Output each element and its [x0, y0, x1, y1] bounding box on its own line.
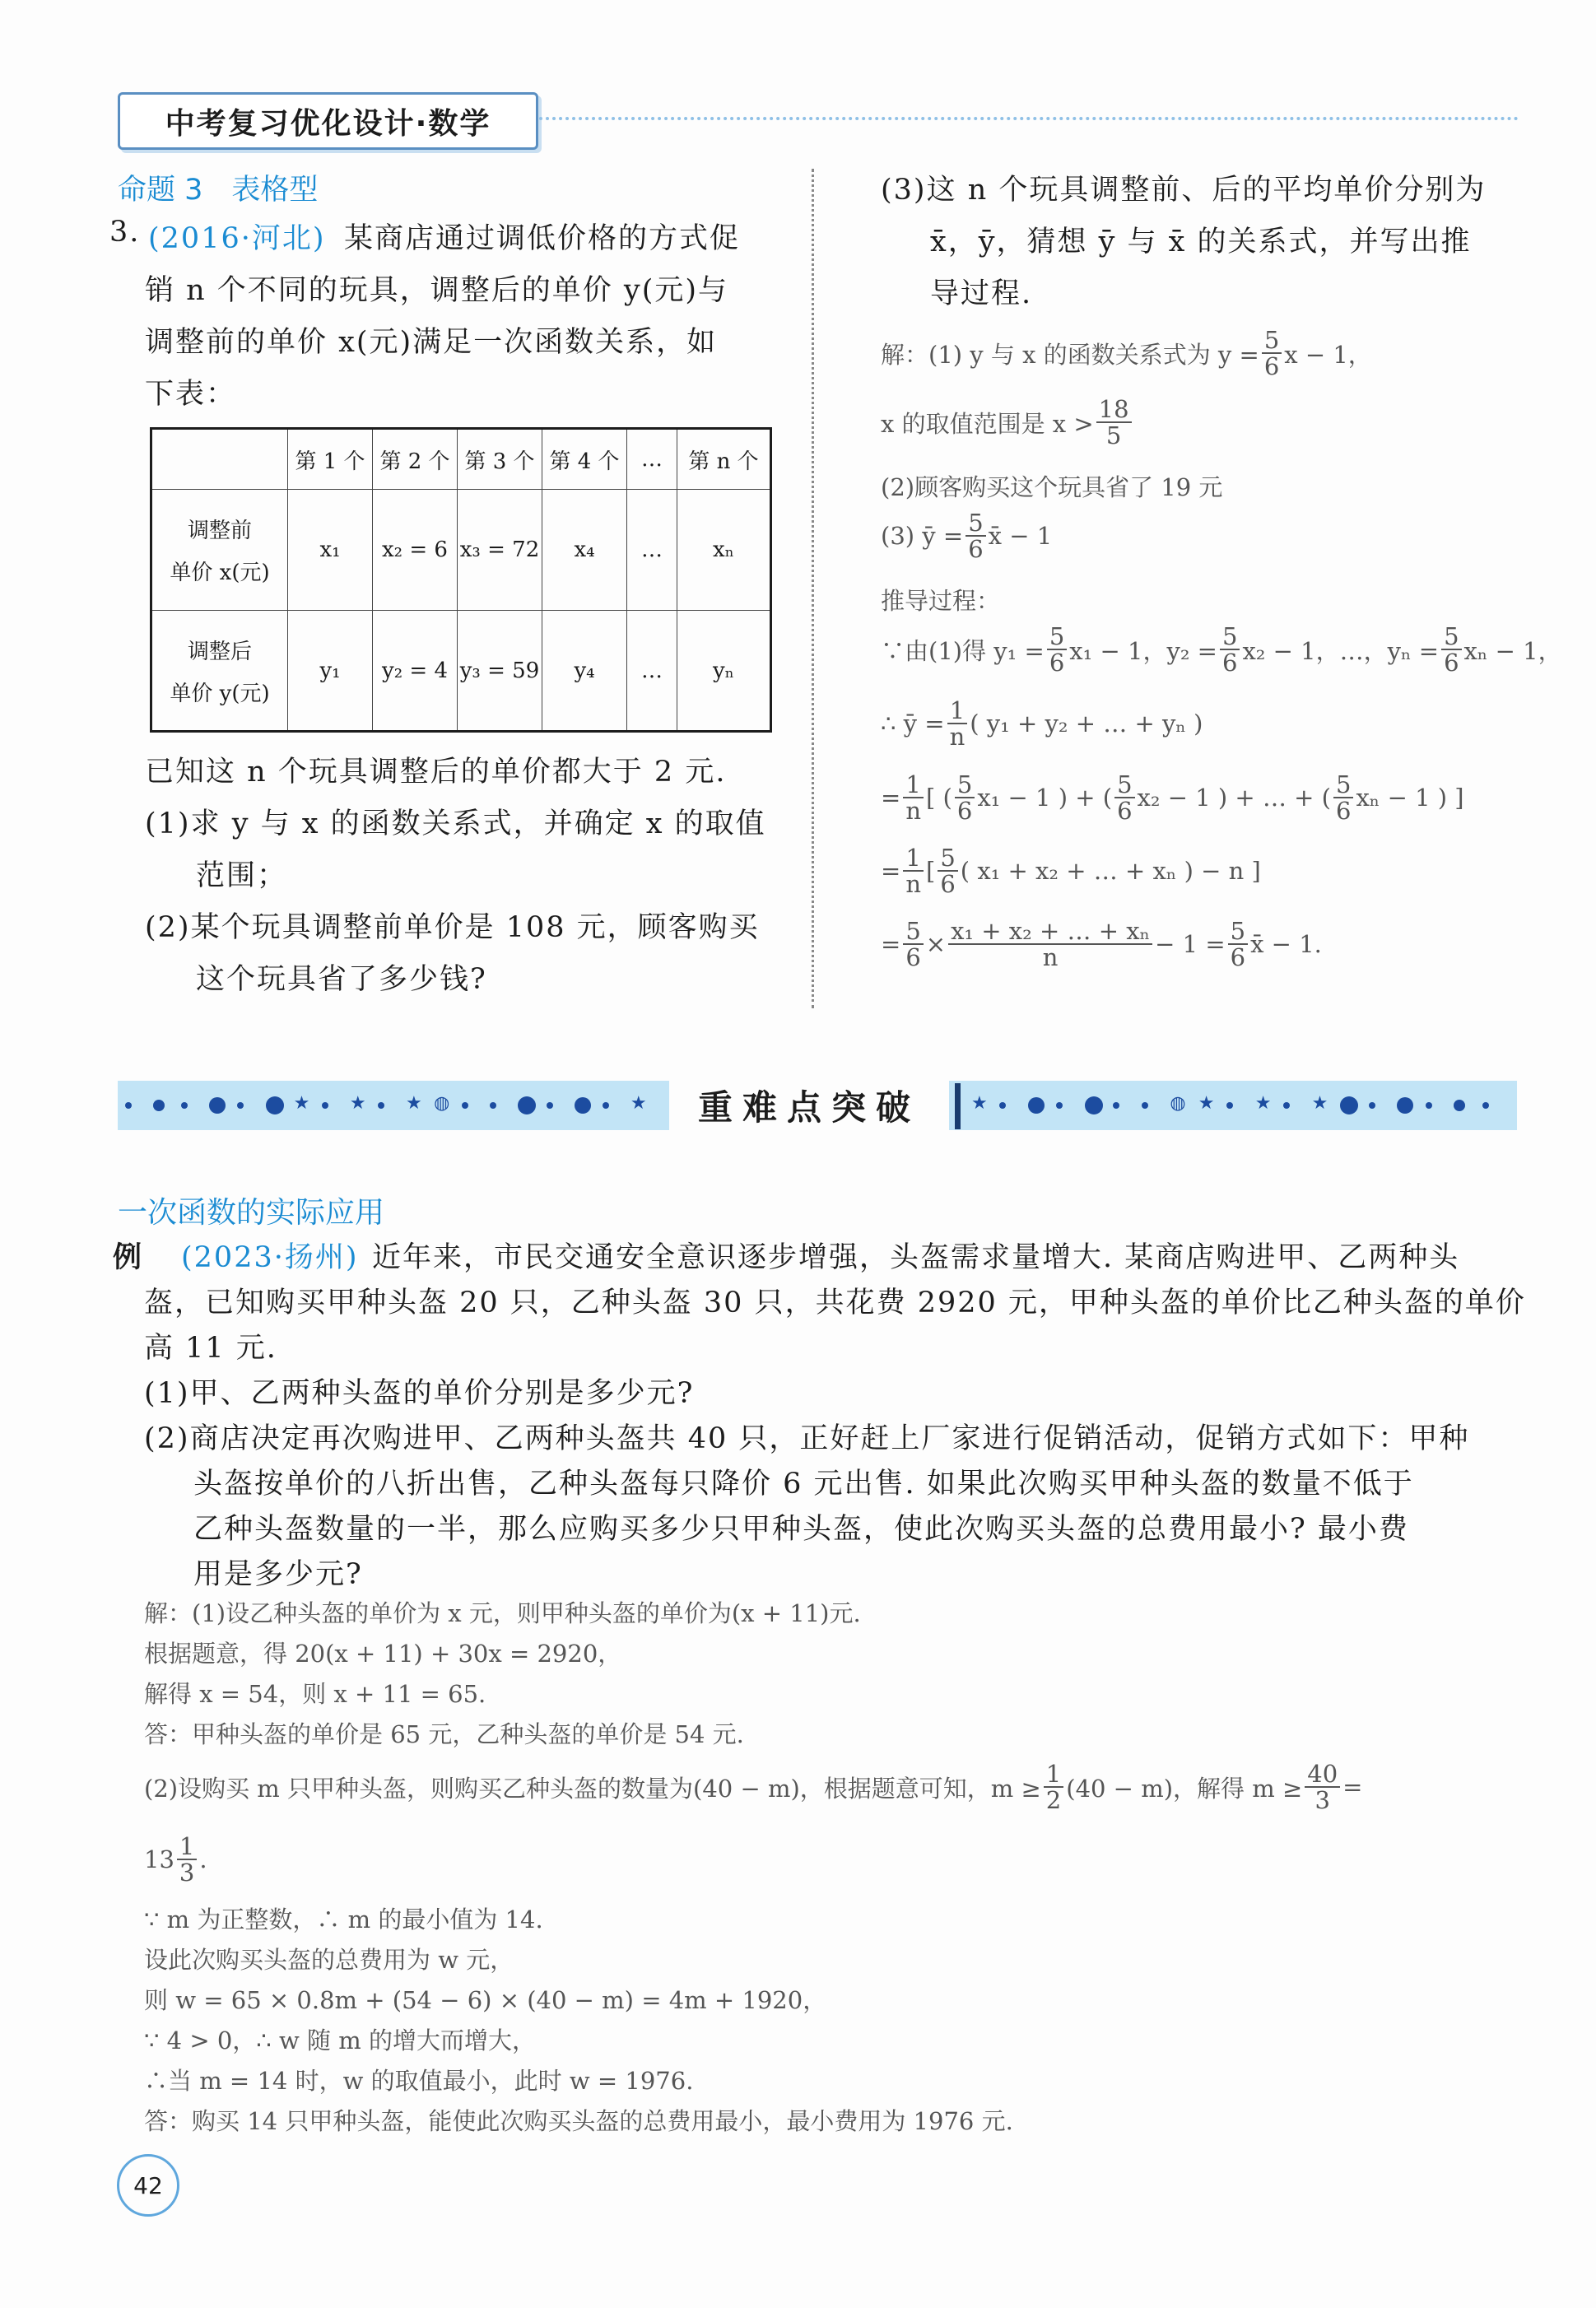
- fraction: [177, 1834, 197, 1886]
- numerator: 5: [1220, 624, 1240, 650]
- solution-line: 根据题意，得 20(x + 11) + 30x = 2920，: [144, 1640, 622, 1668]
- solution-line: [144, 1834, 207, 1886]
- denominator: 5: [1105, 421, 1122, 450]
- example-line: 近年来，市民交通安全意识逐步增强，头盔需求量增大. 某商店购进甲、乙两种头: [372, 1241, 1460, 1274]
- banner-dot: [1397, 1097, 1413, 1114]
- numerator: 5: [955, 772, 975, 798]
- numerator: 5: [1441, 624, 1461, 650]
- solution-line: [144, 1761, 1362, 1813]
- star-icon: ★: [1311, 1093, 1328, 1114]
- table-row-label: [151, 490, 288, 611]
- numerator: 5: [966, 510, 985, 537]
- numerator: 1: [177, 1834, 197, 1860]
- fraction: [966, 510, 985, 562]
- denominator: n: [949, 723, 966, 751]
- table-cell: y₂ = 4: [373, 611, 458, 732]
- solution-line: [881, 397, 1134, 449]
- solution-text: =: [881, 857, 901, 886]
- solution-text: ( y₁ + y₂ + … + yₙ ): [970, 710, 1203, 738]
- banner-bar-right: [955, 1083, 961, 1129]
- table-cell: x₂ = 6: [373, 490, 458, 611]
- page-number: 42: [117, 2154, 179, 2217]
- solution-text: − 1 =: [1155, 930, 1226, 959]
- denominator: n: [1042, 943, 1059, 972]
- solution-text: =: [881, 930, 901, 959]
- example-line: 盔，已知购买甲种头盔 20 只，乙种头盔 30 只，共花费 2920 元，甲种头盔的单价比乙种头盔的单价: [144, 1287, 1526, 1319]
- solution-text: xₙ − 1，: [1463, 636, 1562, 665]
- header-dotted-rule: [539, 117, 1519, 120]
- solution-text: ×: [925, 930, 947, 959]
- problem-condition: 已知这 n 个玩具调整后的单价都大于 2 元.: [145, 756, 727, 789]
- fraction: [903, 919, 923, 970]
- problem-part1: (1)求 y 与 x 的函数关系式，并确定 x 的取值: [145, 807, 766, 840]
- solution-text: ∵由(1)得 y₁ =: [881, 636, 1045, 665]
- solution-line: 答：甲种头盔的单价是 65 元，乙种头盔的单价是 54 元.: [144, 1720, 744, 1748]
- proposition-label: 命题 3 表格型: [118, 174, 319, 207]
- solution-line: 则 w = 65 × 0.8m + (54 − 6) × (40 − m) = 4m + 1920，: [144, 1986, 827, 2014]
- table-header-cell: [151, 429, 288, 490]
- column-divider: [812, 169, 814, 1008]
- problem-line: 某商店通过调低价格的方式促: [344, 222, 741, 255]
- fraction: [1228, 919, 1248, 970]
- star-icon: ★: [630, 1093, 647, 1114]
- solution-text: x − 1，: [1284, 340, 1372, 369]
- fraction: [948, 919, 1152, 970]
- denominator: 6: [940, 870, 956, 899]
- table-header-cell: 第 2 个: [373, 429, 458, 490]
- solution-line: ∵ 4 > 0，∴ w 随 m 的增大而增大，: [144, 2026, 536, 2054]
- solution-text: =: [1342, 1773, 1363, 1802]
- banner-dot: [1340, 1096, 1358, 1114]
- fraction: [1114, 772, 1134, 824]
- example-part2-cont: 头盔按单价的八折出售，乙种头盔每只降价 6 元出售. 如果此次购买甲种头盔的数量不低于: [193, 1468, 1414, 1501]
- banner-dot: [1028, 1097, 1045, 1114]
- solution-line: [881, 698, 1203, 750]
- denominator: 6: [956, 797, 973, 826]
- solution-line: [881, 772, 1464, 824]
- star-icon: ★: [406, 1093, 422, 1114]
- example-part1: (1)甲、乙两种头盔的单价分别是多少元?: [144, 1377, 695, 1410]
- example-line: 高 11 元.: [144, 1332, 277, 1365]
- solution-text: x̄ − 1.: [1250, 930, 1322, 959]
- denominator: 2: [1045, 1786, 1062, 1815]
- row-label-line1: 调整前: [187, 519, 252, 543]
- section-title: 一次函数的实际应用: [118, 1196, 385, 1230]
- numerator: 40: [1305, 1761, 1340, 1788]
- banner-dot: [153, 1100, 165, 1111]
- problem-part3-cont: 导过程.: [930, 277, 1033, 310]
- solution-text: (40 − m)，解得 m ≥: [1066, 1774, 1303, 1803]
- fraction: [1305, 1761, 1340, 1813]
- solution-line: [881, 328, 1372, 379]
- banner-dot: [1454, 1100, 1465, 1111]
- denominator: 6: [1230, 943, 1246, 972]
- problem-part3-cont: x̄，ȳ，猜想 ȳ 与 x̄ 的关系式，并写出推: [930, 226, 1472, 258]
- fraction: [938, 845, 957, 897]
- banner-dot: [378, 1102, 384, 1109]
- table-header-cell: 第 n 个: [677, 429, 771, 490]
- denominator: 6: [1221, 649, 1238, 677]
- table-cell: x₃ = 72: [458, 490, 542, 611]
- globe-icon: ◍: [1170, 1093, 1186, 1114]
- numerator: 5: [1262, 328, 1282, 354]
- denominator: n: [905, 870, 921, 899]
- banner-dot: [603, 1102, 609, 1109]
- problem-line: 调整前的单价 x(元)满足一次函数关系，如: [145, 326, 718, 359]
- fraction: [1047, 624, 1067, 676]
- fraction: [1044, 1761, 1063, 1813]
- denominator: 3: [1314, 1786, 1330, 1815]
- solution-text: x̄ − 1: [988, 522, 1053, 551]
- solution-text: =: [881, 784, 901, 812]
- star-icon: ★: [1198, 1093, 1215, 1114]
- banner-dot: [1142, 1102, 1148, 1109]
- problem-line: 销 n 个不同的玩具，调整后的单价 y(元)与: [145, 274, 729, 307]
- table-header-cell: …: [627, 429, 677, 490]
- solution-line: 设此次购买头盔的总费用为 w 元，: [144, 1946, 514, 1974]
- solution-text: xₙ − 1 ) ]: [1356, 784, 1464, 812]
- numerator: 5: [938, 845, 957, 872]
- denominator: 6: [1049, 649, 1065, 677]
- solution-line: 解得 x = 54，则 x + 11 = 65.: [144, 1680, 486, 1708]
- solution-line: 解：(1)设乙种头盔的单价为 x 元，则甲种头盔的单价为(x + 11)元.: [144, 1599, 861, 1627]
- table-cell: x₄: [542, 490, 627, 611]
- denominator: 6: [968, 535, 984, 564]
- solution-line: [881, 624, 1562, 676]
- solution-line: 推导过程：: [881, 587, 1001, 615]
- example-part2: (2)商店决定再次购进甲、乙两种头盔共 40 只，正好赶上厂家进行促销活动，促销方式如下：甲种: [144, 1422, 1470, 1455]
- solution-line: (2)顾客购买这个玩具省了 19 元: [881, 473, 1223, 501]
- numerator: 18: [1096, 397, 1132, 423]
- fraction: [903, 772, 924, 824]
- table-cell: …: [627, 490, 677, 611]
- numerator: x₁ + x₂ + … + xₙ: [948, 919, 1152, 945]
- problem-line: 下表：: [145, 378, 237, 411]
- star-icon: ★: [971, 1093, 988, 1114]
- fraction: [903, 845, 924, 897]
- problem-part2: (2)某个玩具调整前单价是 108 元，顾客购买: [145, 911, 760, 944]
- solution-line: [881, 919, 1322, 970]
- numerator: 1: [1044, 1761, 1063, 1788]
- banner-dot: [1085, 1096, 1103, 1114]
- problem-number: 3.: [109, 216, 141, 249]
- solution-text: x₂ − 1，…，yₙ =: [1242, 636, 1440, 665]
- table-cell: x₁: [288, 490, 373, 611]
- solution-text: 13: [144, 1845, 174, 1874]
- numerator: 5: [1114, 772, 1134, 798]
- denominator: 6: [1117, 797, 1133, 826]
- banner-title: 重难点突破: [669, 1074, 949, 1137]
- fraction: [1333, 772, 1353, 824]
- fraction: [1096, 397, 1132, 449]
- fraction: [1262, 328, 1282, 379]
- table-cell: y₃ = 59: [458, 611, 542, 732]
- row-label-line2: 单价 x(元): [170, 561, 270, 585]
- solution-text: [: [926, 857, 936, 886]
- numerator: 5: [903, 919, 923, 945]
- denominator: 3: [179, 1859, 195, 1887]
- table-row: [151, 611, 771, 732]
- table-cell: xₙ: [677, 490, 771, 611]
- denominator: 6: [905, 943, 921, 972]
- example-label: 例: [113, 1240, 144, 1274]
- fraction: [955, 772, 975, 824]
- numerator: 5: [1333, 772, 1353, 798]
- price-table: [150, 427, 772, 733]
- row-label-line1: 调整后: [187, 639, 252, 664]
- problem-source: (2016·河北): [148, 222, 326, 255]
- table-cell: yₙ: [677, 611, 771, 732]
- denominator: 6: [1444, 649, 1459, 677]
- table-header-cell: 第 3 个: [458, 429, 542, 490]
- solution-text: x₁ − 1 ) + (: [977, 784, 1113, 812]
- banner-dot: [1482, 1102, 1489, 1109]
- banner-dot: [125, 1102, 132, 1109]
- denominator: n: [905, 797, 921, 826]
- numerator: 1: [947, 698, 967, 724]
- denominator: 6: [1336, 797, 1352, 826]
- example-part2-cont: 乙种头盔数量的一半，那么应购买多少只甲种头盔，使此次购买头盔的总费用最小? 最小费: [193, 1513, 1409, 1546]
- banner-dot: [547, 1102, 553, 1109]
- banner-dot: [1426, 1102, 1432, 1109]
- solution-line: ∵ m 为正整数，∴ m 的最小值为 14.: [144, 1905, 543, 1933]
- banner-dot: [575, 1097, 591, 1114]
- problem-part1-cont: 范围；: [196, 859, 288, 892]
- globe-icon: ◍: [434, 1093, 450, 1114]
- numerator: 5: [1228, 919, 1248, 945]
- table-header-cell: 第 4 个: [542, 429, 627, 490]
- numerator: 5: [1047, 624, 1067, 650]
- solution-line: [881, 845, 1261, 897]
- solution-line: [881, 510, 1052, 562]
- banner-dot: [322, 1102, 328, 1109]
- table-row: [151, 490, 771, 611]
- example-source: (2023·扬州): [181, 1241, 359, 1274]
- table-row-label: [151, 611, 288, 732]
- table-cell: y₄: [542, 611, 627, 732]
- solution-text: x₂ − 1 ) + … + (: [1137, 784, 1331, 812]
- example-part2-cont: 用是多少元?: [193, 1558, 363, 1591]
- banner-dot: [266, 1096, 284, 1114]
- star-icon: ★: [293, 1093, 310, 1114]
- solution-text: [ (: [926, 784, 952, 812]
- table-header-cell: 第 1 个: [288, 429, 373, 490]
- solution-text: 解：(1) y 与 x 的函数关系式为 y =: [881, 340, 1259, 369]
- table-cell: y₁: [288, 611, 373, 732]
- numerator: 1: [903, 845, 923, 872]
- solution-answer: 答：购买 14 只甲种头盔，能使此次购买头盔的总费用最小，最小费用为 1976 元.: [144, 2107, 1013, 2135]
- solution-text: x 的取值范围是 x >: [881, 409, 1094, 438]
- denominator: 6: [1263, 352, 1280, 381]
- banner-dot: [1369, 1102, 1375, 1109]
- row-label-line2: 单价 y(元): [170, 681, 270, 706]
- solution-text: (2)设购买 m 只甲种头盔，则购买乙种头盔的数量为(40 − m)，根据题意可知，m ≥: [144, 1774, 1041, 1803]
- solution-text: x₁ − 1，y₂ =: [1069, 636, 1217, 665]
- star-icon: ★: [1254, 1093, 1272, 1114]
- problem-part2-cont: 这个玩具省了多少钱?: [196, 963, 487, 996]
- problem-part3: (3)这 n 个玩具调整前、后的平均单价分别为: [881, 174, 1487, 207]
- solution-text: .: [199, 1845, 207, 1874]
- solution-line: ∴当 m = 14 时，w 的取值最小，此时 w = 1976.: [144, 2067, 694, 2095]
- numerator: 1: [903, 772, 923, 798]
- solution-text: ∴ ȳ =: [881, 710, 945, 738]
- fraction: [947, 698, 968, 750]
- fraction: [1220, 624, 1240, 676]
- header-title: 中考复习优化设计·数学: [118, 92, 538, 150]
- solution-text: ( x₁ + x₂ + … + xₙ ) − n ]: [960, 857, 1261, 886]
- table-cell: …: [627, 611, 677, 732]
- fraction: [1441, 624, 1461, 676]
- solution-text: (3) ȳ =: [881, 522, 964, 551]
- star-icon: ★: [349, 1093, 366, 1114]
